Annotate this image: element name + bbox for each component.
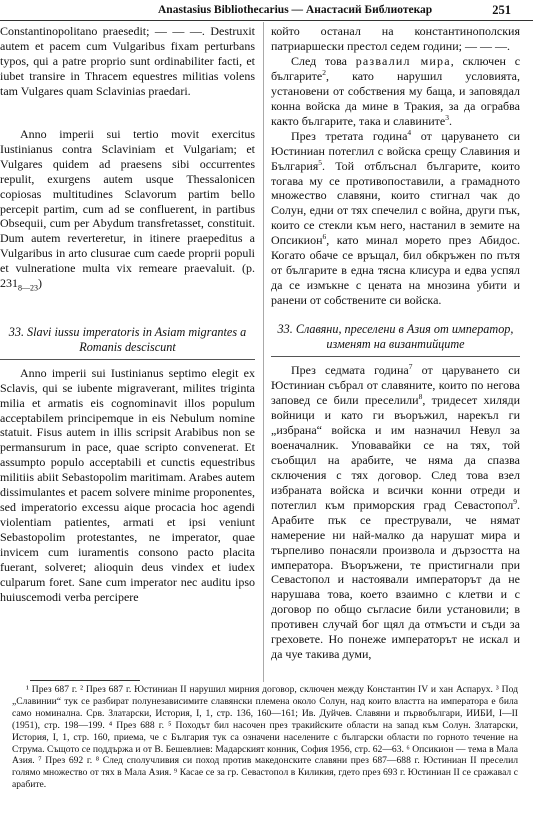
page-line-reference: 8—23 [18, 283, 38, 293]
paragraph-gap [0, 297, 255, 311]
latin-paragraph-3: Anno imperii sui Iustinianus septimo elegit ex Sclavis, qui se iubente migraverant, milites triginta milia et armatis eis cognominavit illos populum acceptabilem principemque in eis Nebulum nomine statuit. Fisus autem in illis scripsit Arabibus non se permansurum in pace, quae scripto convenerat. Et assumpto populo acceptabili et cunctis equestribus militiis abiit Sebastopolim maritimam. Arabes autem dissimulantes et pacem solvere minime proponentes, sed imperatorio excessu aique procacia hoc agendi violentiam patientes, armati et ipsi veniunt Sebastopolim protestantes, ne imperator, quae invicem cum iuramentis consono pacto placita fuerant, solveret; alioquin deus vindex et iudex culparum foret. Sane cum imperator nec auditu ipso huiuscemodi verba percipere [0, 365, 255, 604]
footnote-ref-7: 7 [408, 362, 413, 372]
p3-text-b: от царуването си Юстиниан потеглил с войска срещу Славиния и България [271, 128, 520, 173]
p2-text-c: , като нарушил условията, установени от собствения му баща, и заповядал конна войска да мине в Тракия, за да ограбва както българите, така и славините [271, 68, 520, 128]
latin-paragraph-2-end: ) [38, 276, 42, 291]
heading-rule [0, 359, 255, 360]
paragraph-gap [0, 99, 255, 113]
footnote-rule [30, 680, 140, 681]
p4-text-c: , тридесет хиляди войници и като ги въоръжил, нарекъл ги „избрана“ войска и им назначил Невул за военачалник. Уповавайки се на тях, той съобщил на арабите, че няма да спазва сключения с тях договор. След това взел избраната войска и всички конни отреди и потеглил към приморския град Севастопол [271, 393, 520, 512]
p3-text-c: . Той отблъснал българите, които тогава му се противопоставили, а грамадното множество славяни, които стигнал чак до Солун, едни от тях спечелил с война, други пък, които се стекли към него, настанил в земите на Опсикион [271, 158, 520, 248]
p3-text-a: През третата година [291, 128, 408, 143]
heading-rule [271, 356, 520, 357]
paragraph-gap [0, 311, 255, 325]
bulgarian-paragraph-4 [271, 363, 520, 662]
page-header [0, 0, 533, 20]
footnote-ref-4: 4 [407, 127, 412, 137]
p4-text-d: . Арабите пък се престрували, че нямат намерение ни най-малко да нарушат мира и търпеливо понасяли произвола и дързостта на императора. Въоръжени, те пристигнали при Севастопол и настоявали императорът да не нарушава това, което взаимно с клетви и с договор по общо съгласие били установили; в противен случай бог щял да отмъсти и съди за греховете. Но понеже императорът не искал и да чуе такива думи, [271, 497, 520, 662]
footnote-ref-3: 3 [445, 112, 449, 122]
page-number: 251 [492, 3, 511, 17]
p2-spaced-text: развалил мира [355, 53, 451, 68]
footnotes-text: ¹ През 687 г. ² През 687 г. Юстиниан II нарушил мирния договор, сключен между Константин IV и хан Аспарух. ³ Под „Славинии“ тук се разбират полунезависимите славянски племена около Солун, над които властта на императора е била само номинална. Срв. Златарски, История, I, 1, стр. 136, 160—161; Ив. Дуйчев. Славяни и първобългари, ИИБИ, I—II (1951), стр. 198—199. ⁴ През 688 г. ⁵ Походът бил насочен през тракийските области на запад към Солун. Златарски, История, I, 1, стр. 160, приема, че с България тук са означени населените с български области по горното течение на Струма. Същото се поддържа и от В. Бешевлиев: Мадарският конник, София 1956, стр. 62—63. ⁶ Опсикион — тема в Мала Азия. ⁷ През 692 г. ⁸ След сполучливия си поход против македонските славяни през 687—688 г. Юстиниан II преселил голямо множество от тях в Мала Азия. ⁹ Касае се за гр. Севастопол в Киликия, гдето през 693 г. Юстиниан II се сражавал с арабите. [12, 684, 518, 791]
footnote-ref-2: 2 [322, 67, 326, 77]
p4-text-b: от царуването си Юстиниан събрал от славяните, които по негова заповед се били преселили [271, 363, 521, 408]
bulgarian-section-heading: 33. Славяни, преселени в Азия от император, изменят на византийците [277, 322, 514, 352]
paragraph-gap [271, 308, 520, 322]
p4-text-a: През седмата година [291, 363, 409, 378]
bulgarian-column [271, 24, 520, 662]
running-title: Anastasius Bibliothecarius — Анастасий Библиотекар [158, 4, 433, 16]
latin-paragraph-1: Constantinopolitano praesedit; — — —. Destruxit autem et pacem cum Vulgaribus fixam perturbans typos, qui a patre proprio sunt ordinabiliter facti, et iubet transire in Thracem equestres militias volens tam Vulgares quam Sclavinias praedari. [0, 24, 255, 98]
footnotes [12, 684, 518, 791]
footnote-ref-5: 5 [318, 157, 323, 167]
p3-text-d: , като минал морето през Абидос. Когато обаче се връщал, бил обкръжен по пътя от българите в една тясна клисура и едва успял да се измъкне с цената на мнозина убити и ранени от собствените си войска. [271, 233, 520, 308]
p2-text-a: След това [291, 53, 347, 68]
p2-text-d: . [448, 113, 452, 128]
latin-paragraph-2 [0, 127, 255, 297]
footnote-ref-9: 9 [513, 496, 517, 506]
latin-column [0, 24, 255, 605]
paragraph-gap [0, 113, 255, 127]
latin-paragraph-2-text: Anno imperii sui tertio movit exercitus Iustinianus contra Sclaviniam et Vulgariam; et Vulgares quidem ad praesens sibi occurrentes repulit, exurgens autem usque Thessalonicen copiosas multitudines Sclavorum partim bello percepit partim, cum ad se confluerent, in partibus Obsequii, cum per Abydum transfretasset, constituit. Dum autem reverteretur, in itinere praepeditus a Vulgaribus in arto clusurae cum caede proprii populi et vulneratione multa vix remeare praevaluit. (p. 231 [0, 126, 255, 291]
footnote-ref-6: 6 [322, 232, 327, 242]
column-divider [263, 22, 264, 682]
bulgarian-paragraph-2 [271, 54, 520, 129]
latin-section-heading: 33. Slavi iussu imperatoris in Asiam migrantes a Romanis desciscunt [8, 324, 247, 354]
p2-text-b: , сключен с българите [271, 53, 521, 83]
header-rule [0, 20, 533, 21]
bulgarian-paragraph-1: който останал на константинополския патриаршески престол седем години; — — —. [271, 24, 520, 53]
bulgarian-paragraph-3 [271, 129, 520, 308]
footnote-ref-8: 8 [418, 392, 423, 402]
